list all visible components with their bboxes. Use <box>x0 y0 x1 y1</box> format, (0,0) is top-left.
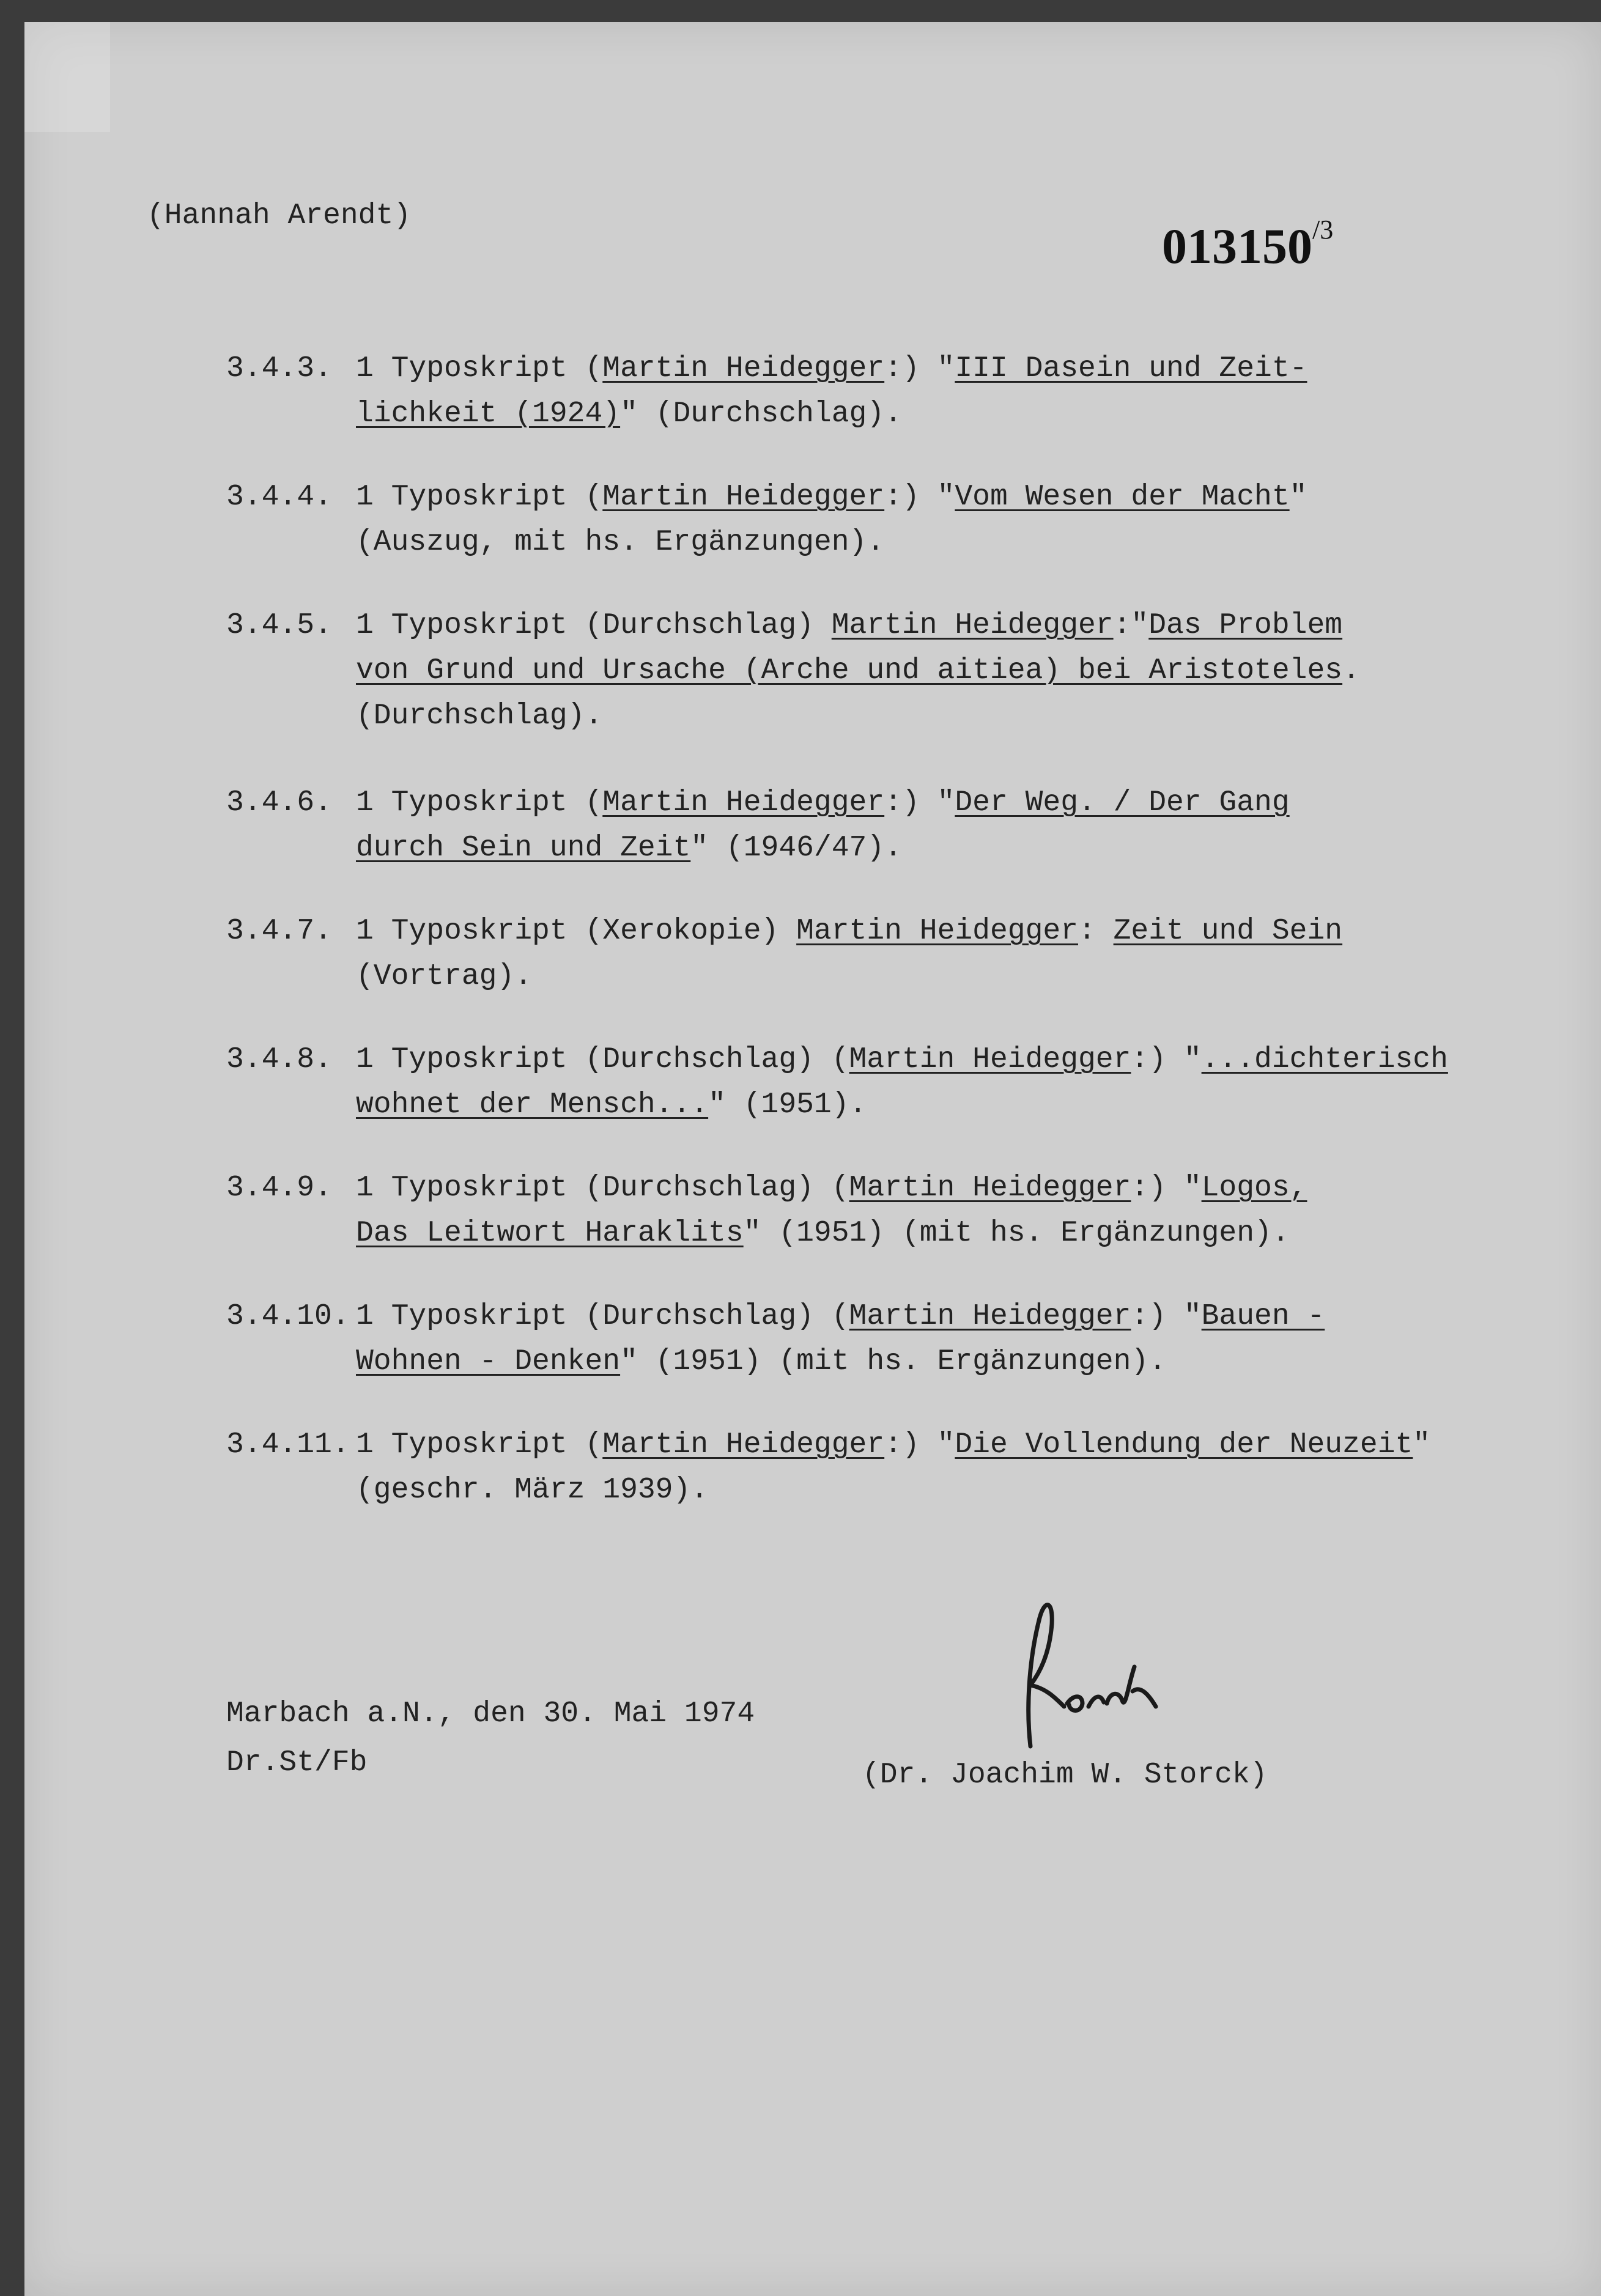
entry-author: Martin Heidegger <box>849 1172 1131 1205</box>
entry-text: 1 Typoskript (Durchschlag) ( <box>356 1300 849 1333</box>
document-number-main: 013150 <box>1162 218 1312 274</box>
entry-line <box>356 1339 1166 1384</box>
entry-line <box>356 474 1307 520</box>
entry-line: (Vortrag). <box>356 960 533 993</box>
entry-line <box>356 825 902 871</box>
handwritten-signature <box>997 1581 1180 1765</box>
entry-title: Vom Wesen der Macht <box>955 481 1290 514</box>
entry-number: 3.4.3. <box>226 352 332 385</box>
entry-line <box>356 780 1290 825</box>
entry-text: 1 Typoskript (Durchschlag) <box>356 609 832 642</box>
entry-title: Logos, <box>1201 1172 1307 1205</box>
entry-line <box>356 1082 867 1128</box>
reference-initials: Dr.St/Fb <box>226 1746 368 1779</box>
entry-line <box>356 648 1360 693</box>
entry-title: von Grund und Ursache (Arche und aitiea) bei Aristoteles <box>356 654 1343 687</box>
entry-title: Wohnen - Denken <box>356 1345 621 1378</box>
entry-number: 3.4.7. <box>226 915 332 948</box>
entry-text: :) " <box>1131 1172 1202 1205</box>
entry-title: III Dasein und Zeit- <box>955 352 1307 385</box>
entry-line <box>356 603 1342 648</box>
entry-number: 3.4.6. <box>226 786 332 819</box>
entry-line <box>356 1211 1290 1256</box>
entry-line <box>356 391 902 437</box>
entry-line <box>356 1294 1325 1339</box>
entry-line <box>356 1037 1448 1082</box>
entry-text: " (1951). <box>708 1088 867 1121</box>
entry-title: wohnet der Mensch... <box>356 1088 709 1121</box>
entry-number: 3.4.9. <box>226 1172 332 1205</box>
entry-line <box>356 1422 1430 1467</box>
entry-line: (Durchschlag). <box>356 700 603 733</box>
entry-author: Martin Heidegger <box>602 481 885 514</box>
entry-text: 1 Typoskript ( <box>356 481 603 514</box>
entry-author: Martin Heidegger <box>849 1300 1131 1333</box>
entry-text: " (1951) (mit hs. Ergänzungen). <box>620 1345 1167 1378</box>
entry-author: Martin Heidegger <box>849 1043 1131 1076</box>
entry-title: durch Sein und Zeit <box>356 832 691 865</box>
entry-author: Martin Heidegger <box>602 786 885 819</box>
entry-number: 3.4.11. <box>226 1428 350 1461</box>
entry-text: :) " <box>1131 1300 1202 1333</box>
entry-line <box>356 909 1342 954</box>
entry-text: 1 Typoskript ( <box>356 786 603 819</box>
entry-text: :) " <box>1131 1043 1202 1076</box>
entry-text: . <box>1342 654 1360 687</box>
entry-text: " (Durchschlag). <box>620 397 902 430</box>
entry-line <box>356 1165 1307 1211</box>
entry-line: (geschr. März 1939). <box>356 1474 709 1507</box>
entry-title: lichkeit (1924) <box>356 397 621 430</box>
entry-text: 1 Typoskript (Durchschlag) ( <box>356 1043 849 1076</box>
entry-title: Das Leitwort Haraklits <box>356 1217 744 1250</box>
entry-author: Martin Heidegger <box>831 609 1114 642</box>
signatory-name: (Dr. Joachim W. Storck) <box>862 1759 1268 1792</box>
entry-text: :) " <box>884 1428 955 1461</box>
entry-title: Das Problem <box>1148 609 1343 642</box>
entry-text: 1 Typoskript (Durchschlag) ( <box>356 1172 849 1205</box>
entry-number: 3.4.4. <box>226 481 332 514</box>
entry-author: Martin Heidegger <box>602 1428 885 1461</box>
document-number-suffix: /3 <box>1312 215 1334 245</box>
entry-title: Der Weg. / Der Gang <box>955 786 1290 819</box>
entry-number: 3.4.8. <box>226 1043 332 1076</box>
entry-text: " <box>1413 1428 1431 1461</box>
entry-text: :" <box>1113 609 1149 642</box>
entry-text: :) " <box>884 786 955 819</box>
header-person: (Hannah Arendt) <box>147 199 412 232</box>
entry-text: :) " <box>884 352 955 385</box>
entry-text: :) " <box>884 481 955 514</box>
entry-text: 1 Typoskript (Xerokopie) <box>356 915 797 948</box>
entry-title: Die Vollendung der Neuzeit <box>955 1428 1413 1461</box>
entry-text: " (1946/47). <box>690 832 902 865</box>
entry-text: " (1951) (mit hs. Ergänzungen). <box>743 1217 1290 1250</box>
entry-author: Martin Heidegger <box>602 352 885 385</box>
entry-author: Martin Heidegger <box>796 915 1078 948</box>
entry-text: 1 Typoskript ( <box>356 1428 603 1461</box>
entry-number: 3.4.5. <box>226 609 332 642</box>
document-page <box>24 22 1601 2296</box>
entry-line: (Auszug, mit hs. Ergänzungen). <box>356 526 885 559</box>
entry-title: Bauen - <box>1201 1300 1325 1333</box>
entry-line <box>356 346 1307 391</box>
document-number <box>1162 215 1334 275</box>
place-and-date: Marbach a.N., den 30. Mai 1974 <box>226 1697 755 1730</box>
entry-text: 1 Typoskript ( <box>356 352 603 385</box>
entry-title: ...dichterisch <box>1201 1043 1448 1076</box>
entry-title: Zeit und Sein <box>1113 915 1343 948</box>
entry-text: : <box>1078 915 1114 948</box>
entry-number: 3.4.10. <box>226 1300 350 1333</box>
entry-text: " <box>1289 481 1307 514</box>
